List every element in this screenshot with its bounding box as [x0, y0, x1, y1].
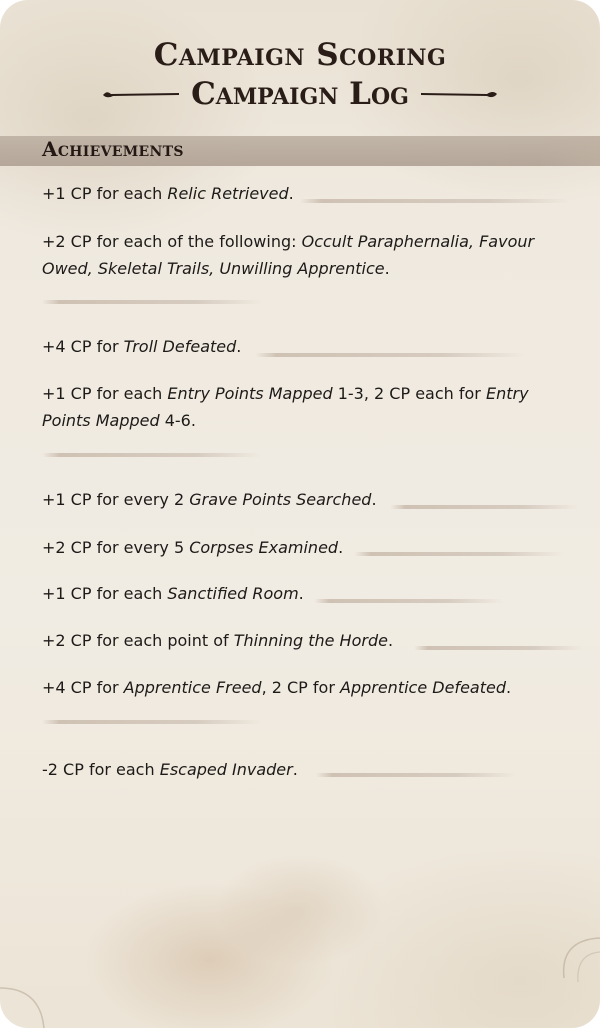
list-item: +1 CP for each Sanctified Room.	[42, 584, 304, 603]
list-item: +1 CP for each Entry Points Mapped 1-3, 2 CP each for Entry Points Mapped 4-6.	[42, 384, 529, 430]
card-subtitle: Campaign Log	[191, 76, 409, 112]
flourish-left-icon	[101, 86, 181, 102]
flourish-right-icon	[419, 86, 499, 102]
divider	[354, 552, 564, 556]
subtitle-row	[0, 74, 600, 114]
list-item: -2 CP for each Escaped Invader.	[42, 760, 298, 779]
list-item: +2 CP for each of the following: Occult Paraphernalia, Favour Owed, Skeletal Trails, Unwilling Apprentice.	[42, 232, 535, 278]
corner-swirl-icon	[0, 958, 70, 1028]
divider	[42, 300, 262, 304]
divider	[42, 453, 262, 457]
divider	[390, 505, 580, 509]
list-item: +4 CP for Apprentice Freed, 2 CP for Apprentice Defeated.	[42, 678, 512, 697]
list-item: +2 CP for each point of Thinning the Horde.	[42, 631, 394, 650]
corner-swirl-icon	[530, 918, 600, 988]
divider	[42, 720, 262, 724]
divider	[314, 599, 504, 603]
title-block	[0, 36, 600, 114]
card-title: Campaign Scoring	[153, 37, 447, 73]
divider	[255, 353, 525, 357]
section-title: Achievements	[42, 137, 184, 161]
divider	[300, 199, 570, 203]
list-item: +1 CP for every 2 Grave Points Searched.	[42, 490, 377, 509]
list-item: +2 CP for every 5 Corpses Examined.	[42, 538, 344, 557]
list-item: +1 CP for each Relic Retrieved.	[42, 184, 294, 203]
divider	[414, 646, 584, 650]
divider	[316, 773, 516, 777]
list-item: +4 CP for Troll Defeated.	[42, 337, 242, 356]
